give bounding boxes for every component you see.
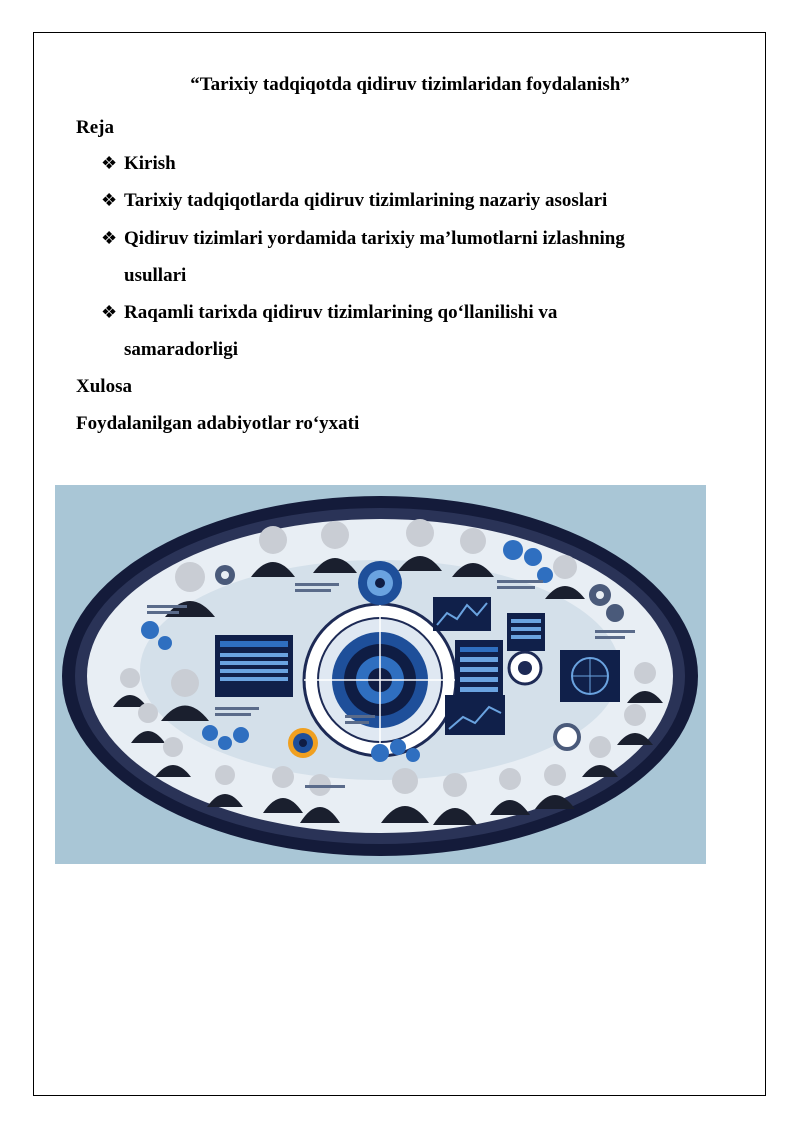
diamond-bullet-icon: ❖ <box>101 190 118 210</box>
gear-icon <box>555 725 579 749</box>
chart-icon <box>560 650 620 702</box>
plan-heading: Reja <box>76 117 114 138</box>
target-icon <box>358 561 402 605</box>
chart-icon <box>433 597 491 631</box>
diamond-bullet-icon: ❖ <box>101 153 118 173</box>
references-heading: Foydalanilgan adabiyotlar ro‘yxati <box>76 413 360 434</box>
plan-item-2: Tarixiy tadqiqotlarda qidiruv tizimlarining nazariy asoslari <box>124 190 608 211</box>
chart-icon <box>507 613 545 651</box>
illustration <box>55 485 706 864</box>
diamond-bullet-icon: ❖ <box>101 302 118 322</box>
plan-item-3-continued: usullari <box>124 265 187 286</box>
chart-icon <box>215 635 293 697</box>
target-icon <box>288 728 318 758</box>
gear-icon <box>215 565 235 585</box>
plan-item-3: Qidiruv tizimlari yordamida tarixiy ma’lumotlarni izlashning <box>124 228 625 249</box>
plan-item-4: Raqamli tarixda qidiruv tizimlarining qo‘llanilishi va <box>124 302 558 323</box>
plan-item-1: Kirish <box>124 153 176 174</box>
target-icon <box>509 652 541 684</box>
conclusion-heading: Xulosa <box>76 376 132 397</box>
plan-item-4-continued: samaradorligi <box>124 339 238 360</box>
chart-icon <box>445 695 505 735</box>
document-title: “Tarixiy tadqiqotda qidiruv tizimlaridan foydalanish” <box>190 74 630 95</box>
diamond-bullet-icon: ❖ <box>101 228 118 248</box>
